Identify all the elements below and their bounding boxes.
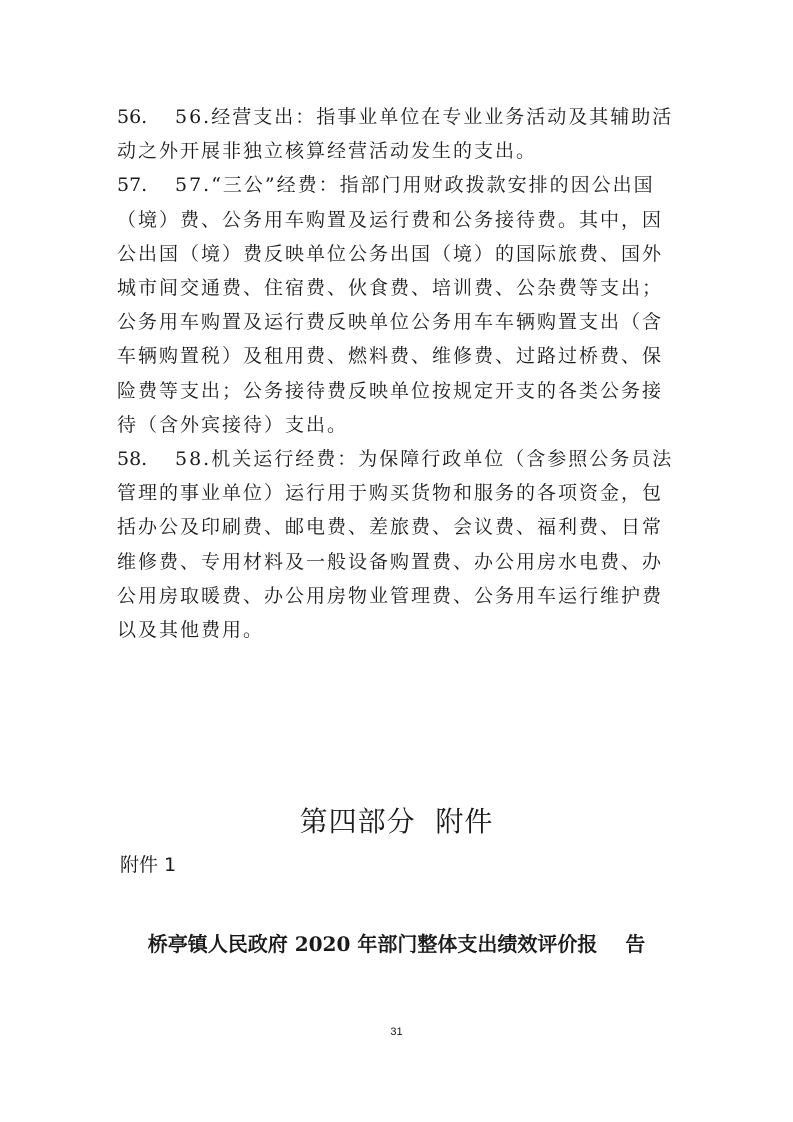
entry-57-line-3: 公出国（境）费反映单位公务出国（境）的国际旅费、国外 (117, 242, 664, 265)
entry-58-line-2: 管理的事业单位）运行用于购买货物和服务的各项资金，包 (117, 482, 664, 505)
entry-58-line-6: 以及其他费用。 (117, 619, 265, 642)
entry-58-line-4: 维修费、专用材料及一般设备购置费、办公用房水电费、办 (117, 550, 664, 573)
document-body (117, 100, 682, 647)
entry-57-line-8: 待（含外宾接待）支出。 (117, 413, 349, 436)
entry-58-line-3: 括办公及印刷费、邮电费、差旅费、会议费、福利费、日常 (117, 516, 664, 539)
entry-56-number: 56. (117, 106, 148, 128)
entry-57-line-4: 城市间交通费、住宿费、伙食费、培训费、公杂费等支出； (117, 277, 664, 300)
entry-58-line-1 (117, 442, 682, 476)
entry-57-line-6: 车辆购置税）及租用费、燃料费、维修费、过路过桥费、保 (117, 345, 664, 368)
entry-57-text: 57.“三公”经费：指部门用财政拨款安排的因公出国 (175, 174, 655, 197)
entry-57-line-7: 险费等支出；公务接待费反映单位按规定开支的各类公务接 (117, 379, 664, 402)
entry-58-line-5: 公用房取暖费、办公用房物业管理费、公务用车运行维护费 (117, 584, 664, 607)
entry-56-line-1 (117, 100, 682, 134)
section-title: 第四部分 附件 (299, 805, 494, 838)
page-number: 31 (390, 1026, 403, 1038)
entry-57-line-1 (117, 168, 682, 202)
entry-57-number: 57. (117, 174, 148, 197)
entry-57-line-5: 公务用车购置及运行费反映单位公务用车车辆购置支出（含 (117, 311, 664, 334)
report-title: 桥亭镇人民政府 2020 年部门整体支出绩效评价报 告 (147, 932, 646, 956)
attachment-label: 附件 1 (120, 854, 177, 876)
entry-57-line-2: （境）费、公务用车购置及运行费和公务接待费。其中，因 (117, 208, 664, 231)
entry-56-text: 56.经营支出：指事业单位在专业业务活动及其辅助活 (175, 106, 674, 128)
entry-58-number: 58. (117, 448, 148, 471)
entry-56-line-2: 动之外开展非独立核算经营活动发生的支出。 (117, 140, 538, 163)
entry-58-text: 58.机关运行经费：为保障行政单位（含参照公务员法 (175, 448, 674, 471)
